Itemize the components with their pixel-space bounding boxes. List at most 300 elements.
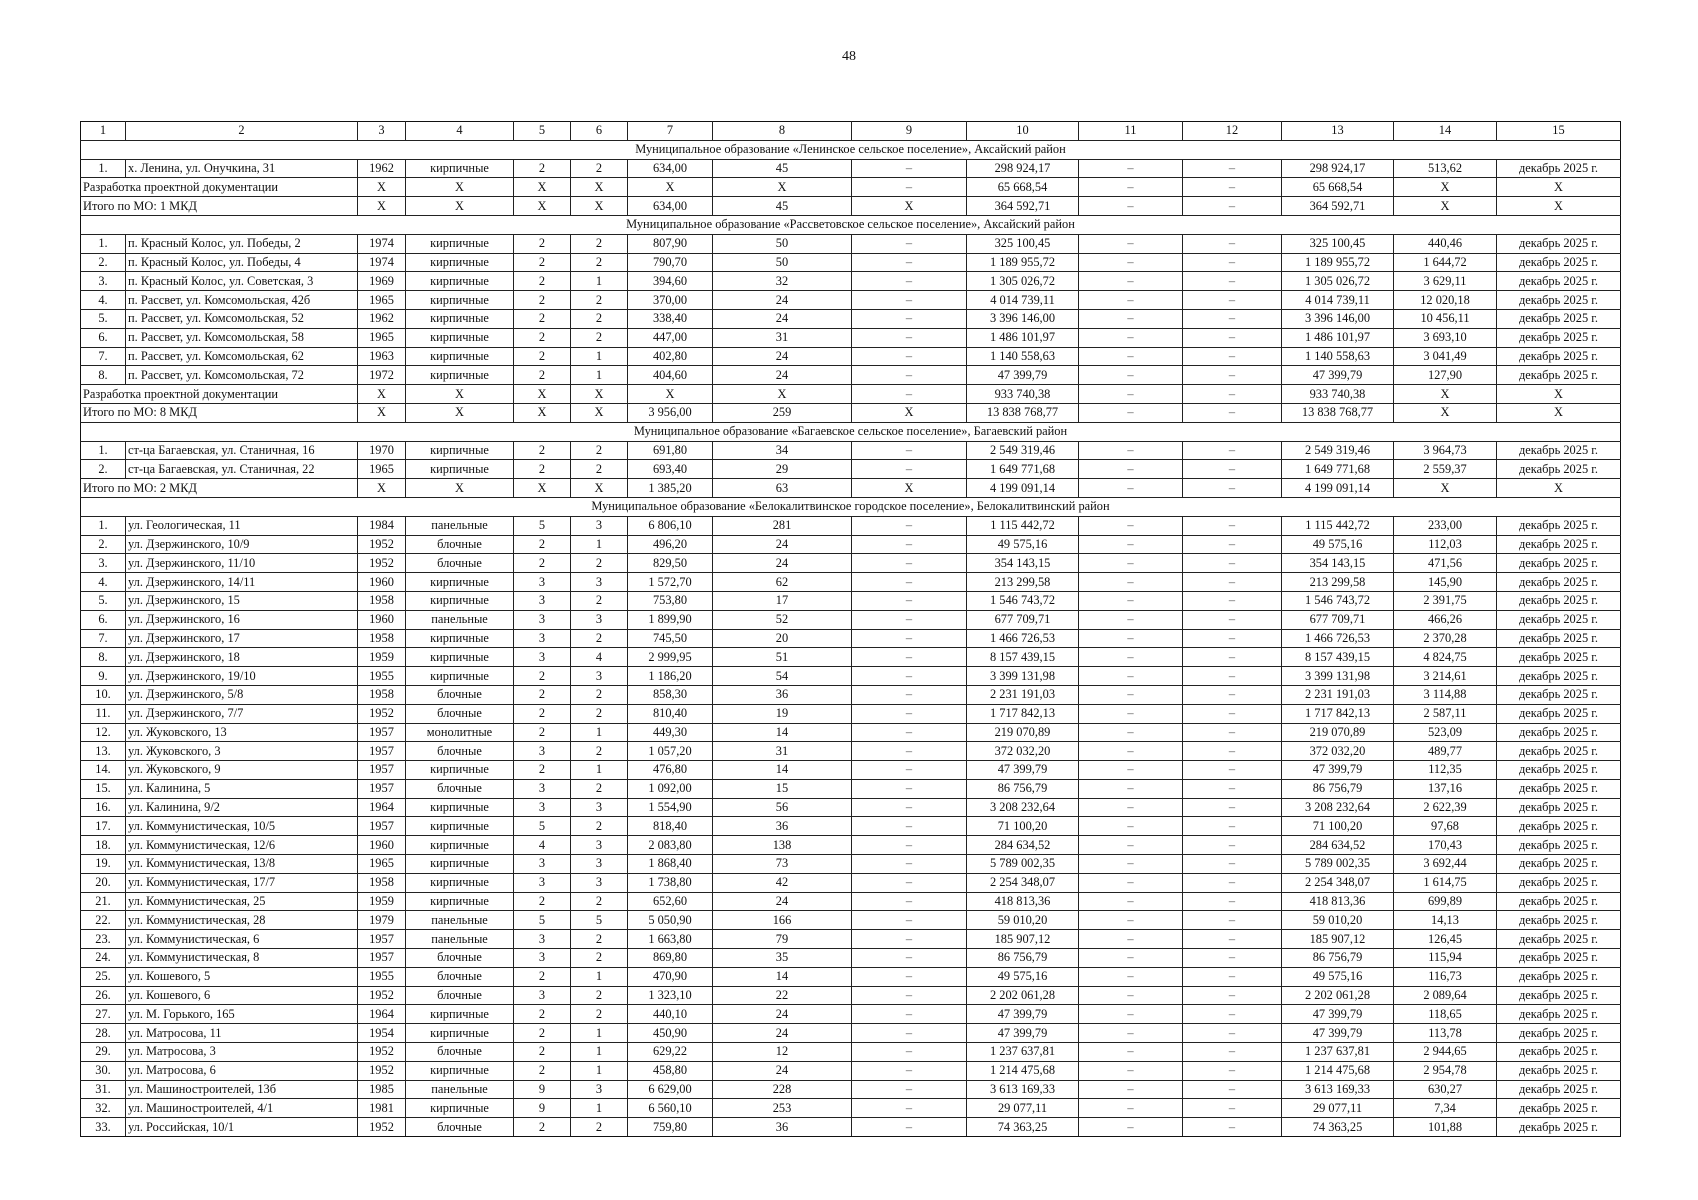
cell-12-cell: – [1183,1061,1282,1080]
entrances-cell: 3 [571,1080,628,1099]
cost-budget-cell: 2 231 191,03 [1282,685,1394,704]
address-cell: ул. Коммунистическая, 17/7 [126,873,358,892]
address-cell: ул. Коммунистическая, 6 [126,930,358,949]
address-cell: п. Рассвет, ул. Комсомольская, 62 [126,347,358,366]
residents-cell: 14 [713,723,852,742]
wall-material-cell: блочные [406,986,514,1005]
cost-budget-cell: 1 189 955,72 [1282,253,1394,272]
summary-cell: – [1079,197,1183,216]
floors-cell: 2 [514,441,571,460]
cost-total-cell: 86 756,79 [967,779,1079,798]
summary-label: Итого по МО: 1 МКД [81,197,358,216]
floors-cell: 2 [514,159,571,178]
cost-total-cell: 3 613 169,33 [967,1080,1079,1099]
residents-cell: 15 [713,779,852,798]
municipality-title: Муниципальное образование «Багаевское сельское поселение», Багаевский район [81,422,1621,441]
completion-date-cell: декабрь 2025 г. [1497,272,1621,291]
floors-cell: 2 [514,892,571,911]
entrances-cell: 2 [571,986,628,1005]
residents-cell: 54 [713,667,852,686]
summary-cell: X [571,479,628,498]
column-number-cell: 5 [514,122,571,141]
summary-cell: X [406,385,514,404]
build-year-cell: 1955 [358,967,406,986]
cost-budget-cell: 1 649 771,68 [1282,460,1394,479]
wall-material-cell: блочные [406,535,514,554]
summary-cell: 259 [713,403,852,422]
completion-date-cell: декабрь 2025 г. [1497,836,1621,855]
entrances-cell: 2 [571,629,628,648]
floors-cell: 2 [514,234,571,253]
cell-9-cell: – [852,873,967,892]
cell-12-cell: – [1183,1118,1282,1137]
table-row [81,930,1621,949]
table-row [81,234,1621,253]
cell-12-cell: – [1183,366,1282,385]
entrances-cell: 1 [571,366,628,385]
entrances-cell: 3 [571,855,628,874]
table-row [81,309,1621,328]
cost-per-sqm-cell: 3 964,73 [1394,441,1497,460]
completion-date-cell: декабрь 2025 г. [1497,516,1621,535]
completion-date-cell: декабрь 2025 г. [1497,253,1621,272]
summary-cell: 65 668,54 [967,178,1079,197]
row-number-cell: 14. [81,761,126,780]
wall-material-cell: кирпичные [406,441,514,460]
completion-date-cell: декабрь 2025 г. [1497,1080,1621,1099]
cell-12-cell: – [1183,704,1282,723]
address-cell: ул. Дзержинского, 19/10 [126,667,358,686]
row-number-cell: 28. [81,1024,126,1043]
row-number-cell: 27. [81,1005,126,1024]
cell-12-cell: – [1183,535,1282,554]
summary-cell: X [628,385,713,404]
cell-12-cell: – [1183,779,1282,798]
area-cell: 5 050,90 [628,911,713,930]
summary-cell: X [1497,479,1621,498]
cell-9-cell: – [852,629,967,648]
cell-9-cell: – [852,1043,967,1062]
table-row [81,648,1621,667]
build-year-cell: 1959 [358,648,406,667]
cost-total-cell: 71 100,20 [967,817,1079,836]
residents-cell: 24 [713,291,852,310]
residents-cell: 50 [713,234,852,253]
entrances-cell: 2 [571,591,628,610]
area-cell: 402,80 [628,347,713,366]
cell-12-cell: – [1183,1080,1282,1099]
cell-11-cell: – [1079,855,1183,874]
cell-12-cell: – [1183,234,1282,253]
address-cell: ул. Дзержинского, 16 [126,610,358,629]
table-row [81,949,1621,968]
cell-9-cell: – [852,234,967,253]
address-cell: ул. Дзержинского, 17 [126,629,358,648]
cost-budget-cell: 49 575,16 [1282,535,1394,554]
row-number-cell: 29. [81,1043,126,1062]
cell-11-cell: – [1079,253,1183,272]
build-year-cell: 1962 [358,159,406,178]
residents-cell: 62 [713,573,852,592]
summary-cell: X [1497,178,1621,197]
cell-11-cell: – [1079,554,1183,573]
wall-material-cell: панельные [406,911,514,930]
summary-label: Разработка проектной документации [81,178,358,197]
entrances-cell: 2 [571,328,628,347]
summary-cell: 933 740,38 [967,385,1079,404]
row-number-cell: 25. [81,967,126,986]
cell-11-cell: – [1079,892,1183,911]
area-cell: 470,90 [628,967,713,986]
row-number-cell: 15. [81,779,126,798]
summary-cell: X [713,385,852,404]
cell-9-cell: – [852,1118,967,1137]
area-cell: 745,50 [628,629,713,648]
summary-label: Итого по МО: 8 МКД [81,403,358,422]
cost-total-cell: 284 634,52 [967,836,1079,855]
residents-cell: 31 [713,742,852,761]
build-year-cell: 1965 [358,855,406,874]
residents-cell: 24 [713,309,852,328]
cost-per-sqm-cell: 440,46 [1394,234,1497,253]
completion-date-cell: декабрь 2025 г. [1497,328,1621,347]
summary-cell: X [1394,178,1497,197]
build-year-cell: 1960 [358,836,406,855]
column-number-cell: 10 [967,122,1079,141]
build-year-cell: 1957 [358,723,406,742]
summary-cell: X [514,403,571,422]
cost-budget-cell: 3 613 169,33 [1282,1080,1394,1099]
row-number-cell: 1. [81,441,126,460]
wall-material-cell: блочные [406,1118,514,1137]
cost-total-cell: 354 143,15 [967,554,1079,573]
area-cell: 450,90 [628,1024,713,1043]
cost-per-sqm-cell: 170,43 [1394,836,1497,855]
floors-cell: 3 [514,779,571,798]
cost-per-sqm-cell: 699,89 [1394,892,1497,911]
column-number-cell: 13 [1282,122,1394,141]
address-cell: ул. Коммунистическая, 12/6 [126,836,358,855]
address-cell: ул. Матросова, 3 [126,1043,358,1062]
wall-material-cell: кирпичные [406,1099,514,1118]
cost-budget-cell: 372 032,20 [1282,742,1394,761]
build-year-cell: 1964 [358,1005,406,1024]
area-cell: 1 554,90 [628,798,713,817]
cost-total-cell: 86 756,79 [967,949,1079,968]
area-cell: 1 663,80 [628,930,713,949]
entrances-cell: 2 [571,1005,628,1024]
build-year-cell: 1974 [358,253,406,272]
wall-material-cell: панельные [406,1080,514,1099]
cell-9-cell: – [852,986,967,1005]
address-cell: ул. Машиностроителей, 4/1 [126,1099,358,1118]
cell-11-cell: – [1079,648,1183,667]
cost-per-sqm-cell: 1 614,75 [1394,873,1497,892]
row-number-cell: 7. [81,347,126,366]
address-cell: ул. Дзержинского, 7/7 [126,704,358,723]
row-number-cell: 33. [81,1118,126,1137]
floors-cell: 2 [514,1043,571,1062]
cell-12-cell: – [1183,328,1282,347]
cost-per-sqm-cell: 2 391,75 [1394,591,1497,610]
cell-9-cell: – [852,742,967,761]
cell-9-cell: – [852,554,967,573]
cost-per-sqm-cell: 1 644,72 [1394,253,1497,272]
summary-cell: X [571,197,628,216]
cost-total-cell: 1 237 637,81 [967,1043,1079,1062]
residents-cell: 17 [713,591,852,610]
cell-11-cell: – [1079,309,1183,328]
table-row [81,873,1621,892]
cost-budget-cell: 213 299,58 [1282,573,1394,592]
cost-per-sqm-cell: 14,13 [1394,911,1497,930]
completion-date-cell: декабрь 2025 г. [1497,742,1621,761]
cell-9-cell: – [852,723,967,742]
entrances-cell: 1 [571,1099,628,1118]
cost-total-cell: 677 709,71 [967,610,1079,629]
cost-budget-cell: 418 813,36 [1282,892,1394,911]
cell-9-cell: – [852,836,967,855]
entrances-cell: 2 [571,291,628,310]
completion-date-cell: декабрь 2025 г. [1497,667,1621,686]
cost-total-cell: 59 010,20 [967,911,1079,930]
cost-total-cell: 298 924,17 [967,159,1079,178]
entrances-cell: 2 [571,949,628,968]
row-number-cell: 23. [81,930,126,949]
cell-12-cell: – [1183,723,1282,742]
completion-date-cell: декабрь 2025 г. [1497,291,1621,310]
wall-material-cell: кирпичные [406,892,514,911]
floors-cell: 2 [514,366,571,385]
cost-per-sqm-cell: 233,00 [1394,516,1497,535]
cost-total-cell: 1 140 558,63 [967,347,1079,366]
floors-cell: 2 [514,667,571,686]
wall-material-cell: кирпичные [406,855,514,874]
area-cell: 818,40 [628,817,713,836]
build-year-cell: 1963 [358,347,406,366]
floors-cell: 2 [514,347,571,366]
build-year-cell: 1974 [358,234,406,253]
municipality-title: Муниципальное образование «Белокалитвинское городское поселение», Белокалитвинский район [81,497,1621,516]
floors-cell: 9 [514,1080,571,1099]
summary-cell: 65 668,54 [1282,178,1394,197]
cost-total-cell: 2 549 319,46 [967,441,1079,460]
cost-budget-cell: 5 789 002,35 [1282,855,1394,874]
cell-11-cell: – [1079,742,1183,761]
cost-budget-cell: 1 486 101,97 [1282,328,1394,347]
row-number-cell: 21. [81,892,126,911]
table-row [81,986,1621,1005]
wall-material-cell: блочные [406,704,514,723]
column-number-cell: 14 [1394,122,1497,141]
entrances-cell: 1 [571,723,628,742]
row-number-cell: 16. [81,798,126,817]
entrances-cell: 1 [571,1061,628,1080]
cell-11-cell: – [1079,704,1183,723]
cost-budget-cell: 1 717 842,13 [1282,704,1394,723]
cell-9-cell: – [852,798,967,817]
area-cell: 404,60 [628,366,713,385]
cell-12-cell: – [1183,761,1282,780]
cost-total-cell: 1 189 955,72 [967,253,1079,272]
wall-material-cell: кирпичные [406,873,514,892]
summary-cell: – [1183,197,1282,216]
cost-budget-cell: 3 208 232,64 [1282,798,1394,817]
residents-cell: 24 [713,554,852,573]
floors-cell: 2 [514,291,571,310]
cost-budget-cell: 2 202 061,28 [1282,986,1394,1005]
build-year-cell: 1960 [358,610,406,629]
floors-cell: 3 [514,873,571,892]
cost-total-cell: 47 399,79 [967,1024,1079,1043]
cost-total-cell: 47 399,79 [967,761,1079,780]
cost-per-sqm-cell: 126,45 [1394,930,1497,949]
cell-11-cell: – [1079,573,1183,592]
municipality-title: Муниципальное образование «Рассветовское сельское поселение», Аксайский район [81,215,1621,234]
wall-material-cell: кирпичные [406,328,514,347]
table-row [81,610,1621,629]
completion-date-cell: декабрь 2025 г. [1497,1043,1621,1062]
cell-9-cell: – [852,460,967,479]
table-row [81,1080,1621,1099]
residents-cell: 24 [713,892,852,911]
entrances-cell: 2 [571,253,628,272]
summary-cell: X [571,385,628,404]
row-number-cell: 26. [81,986,126,1005]
row-number-cell: 24. [81,949,126,968]
cell-11-cell: – [1079,366,1183,385]
completion-date-cell: декабрь 2025 г. [1497,704,1621,723]
floors-cell: 2 [514,309,571,328]
completion-date-cell: декабрь 2025 г. [1497,949,1621,968]
wall-material-cell: кирпичные [406,460,514,479]
row-number-cell: 19. [81,855,126,874]
cost-budget-cell: 47 399,79 [1282,761,1394,780]
cell-9-cell: – [852,328,967,347]
table-row [81,742,1621,761]
cost-budget-cell: 47 399,79 [1282,1024,1394,1043]
residents-cell: 24 [713,366,852,385]
summary-cell: 45 [713,197,852,216]
address-cell: ул. Жуковского, 9 [126,761,358,780]
entrances-cell: 2 [571,554,628,573]
cell-11-cell: – [1079,1043,1183,1062]
row-number-cell: 18. [81,836,126,855]
completion-date-cell: декабрь 2025 г. [1497,892,1621,911]
address-cell: ул. Дзержинского, 10/9 [126,535,358,554]
residents-cell: 24 [713,1061,852,1080]
wall-material-cell: кирпичные [406,591,514,610]
cell-9-cell: – [852,648,967,667]
row-number-cell: 20. [81,873,126,892]
build-year-cell: 1952 [358,1118,406,1137]
address-cell: ст-ца Багаевская, ул. Станичная, 16 [126,441,358,460]
build-year-cell: 1960 [358,573,406,592]
cost-total-cell: 3 208 232,64 [967,798,1079,817]
wall-material-cell: кирпичные [406,836,514,855]
cell-9-cell: – [852,253,967,272]
area-cell: 338,40 [628,309,713,328]
table-row [81,441,1621,460]
summary-cell: X [713,178,852,197]
cost-total-cell: 3 396 146,00 [967,309,1079,328]
cell-11-cell: – [1079,761,1183,780]
wall-material-cell: кирпичные [406,648,514,667]
floors-cell: 2 [514,272,571,291]
cell-12-cell: – [1183,873,1282,892]
cost-per-sqm-cell: 466,26 [1394,610,1497,629]
summary-cell: X [358,385,406,404]
cost-per-sqm-cell: 630,27 [1394,1080,1497,1099]
summary-row [81,385,1621,404]
summary-cell: X [358,178,406,197]
area-cell: 1 323,10 [628,986,713,1005]
cost-total-cell: 5 789 002,35 [967,855,1079,874]
cell-12-cell: – [1183,949,1282,968]
address-cell: ул. Коммунистическая, 8 [126,949,358,968]
summary-cell: – [1183,479,1282,498]
residents-cell: 79 [713,930,852,949]
summary-cell: X [406,403,514,422]
cost-per-sqm-cell: 112,03 [1394,535,1497,554]
wall-material-cell: кирпичные [406,761,514,780]
cell-11-cell: – [1079,1024,1183,1043]
table-row [81,366,1621,385]
completion-date-cell: декабрь 2025 г. [1497,685,1621,704]
cost-budget-cell: 2 549 319,46 [1282,441,1394,460]
cost-budget-cell: 284 634,52 [1282,836,1394,855]
cell-11-cell: – [1079,629,1183,648]
cost-total-cell: 185 907,12 [967,930,1079,949]
wall-material-cell: кирпичные [406,1005,514,1024]
summary-row [81,479,1621,498]
completion-date-cell: декабрь 2025 г. [1497,573,1621,592]
table-row [81,836,1621,855]
completion-date-cell: декабрь 2025 г. [1497,1005,1621,1024]
cell-12-cell: – [1183,892,1282,911]
floors-cell: 2 [514,1118,571,1137]
cost-per-sqm-cell: 3 629,11 [1394,272,1497,291]
summary-cell: – [1079,403,1183,422]
cell-12-cell: – [1183,911,1282,930]
cell-9-cell: – [852,1061,967,1080]
build-year-cell: 1955 [358,667,406,686]
cell-9-cell: – [852,366,967,385]
row-number-cell: 2. [81,460,126,479]
address-cell: п. Красный Колос, ул. Победы, 4 [126,253,358,272]
cell-9-cell: – [852,1099,967,1118]
build-year-cell: 1957 [358,779,406,798]
cell-9-cell: – [852,855,967,874]
row-number-cell: 6. [81,328,126,347]
entrances-cell: 2 [571,704,628,723]
floors-cell: 2 [514,328,571,347]
wall-material-cell: кирпичные [406,817,514,836]
address-cell: ул. Машиностроителей, 13б [126,1080,358,1099]
row-number-cell: 9. [81,667,126,686]
cell-9-cell: – [852,535,967,554]
wall-material-cell: кирпичные [406,347,514,366]
area-cell: 6 629,00 [628,1080,713,1099]
build-year-cell: 1952 [358,986,406,1005]
build-year-cell: 1958 [358,685,406,704]
cell-11-cell: – [1079,873,1183,892]
completion-date-cell: декабрь 2025 г. [1497,159,1621,178]
register-table [80,121,1621,1137]
table-row [81,1043,1621,1062]
entrances-cell: 2 [571,742,628,761]
cost-budget-cell: 1 466 726,53 [1282,629,1394,648]
